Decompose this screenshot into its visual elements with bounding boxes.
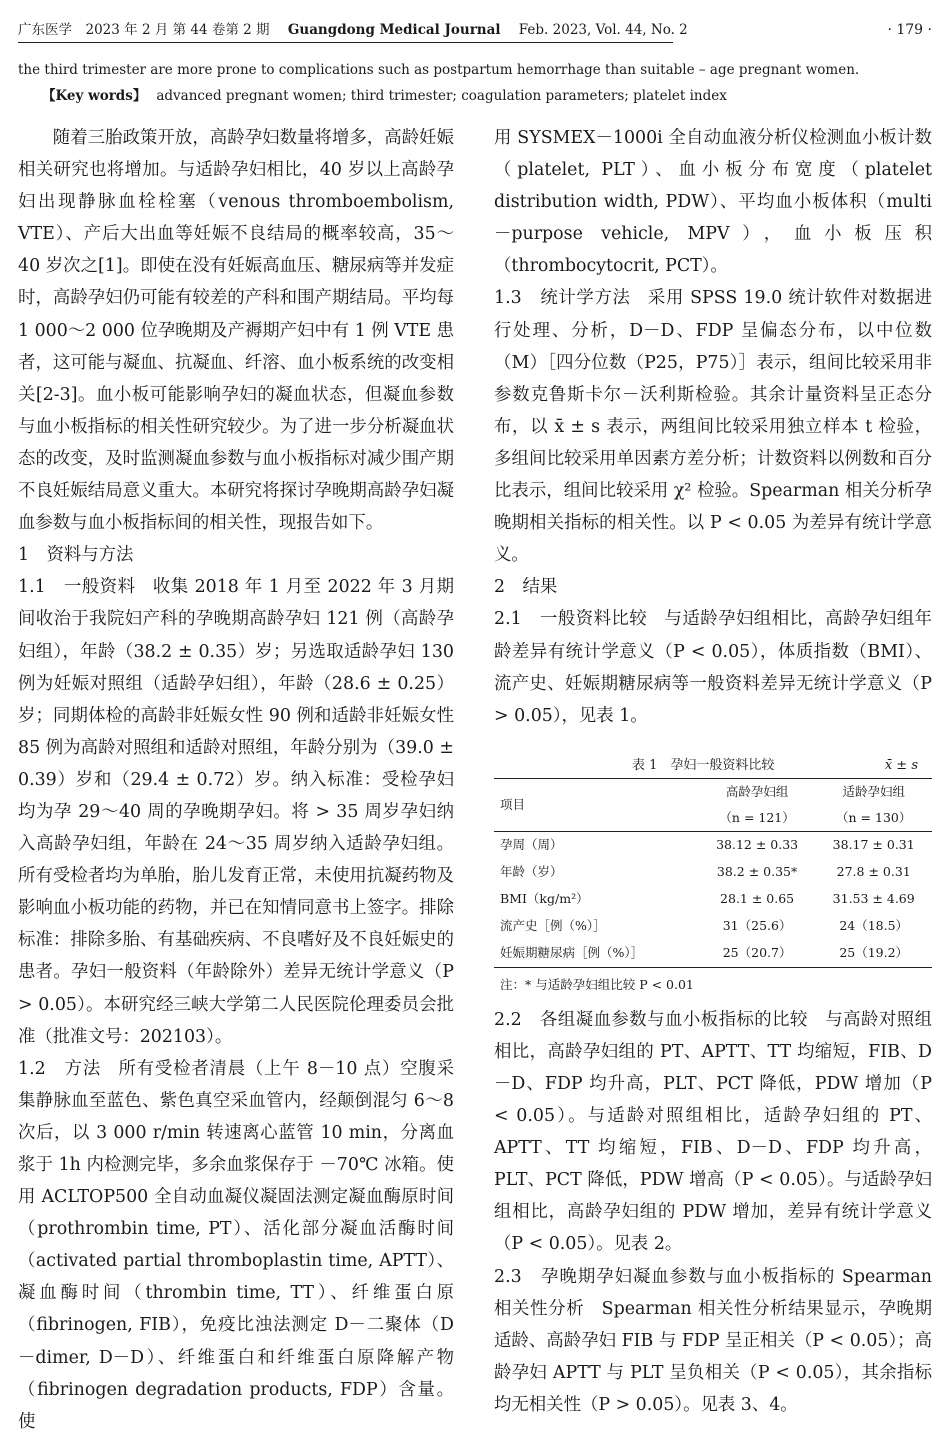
table-cell-suitable: 24（18.5） — [839, 918, 909, 934]
table-cell-label: BMI（kg/m²） — [500, 891, 589, 907]
section-1-title: 1 资料与方法 — [18, 545, 134, 566]
page-number: · 179 · — [887, 22, 932, 38]
section-2-3-body: Spearman 相关性分析结果显示，孕晚期适龄、高龄孕妇 FIB 与 FDP 呈正相关（P < 0.05）；高龄孕妇 APTT 与 PLT 呈负相关（P < 0.05），其余指标均无相关性（P > 0.05）。见表 3、4。 — [494, 1298, 932, 1415]
table-cell-suitable: 31.53 ± 4.69 — [832, 891, 915, 907]
section-2-3-heading: 2.3 孕晚期孕妇凝血参数与血小板指标的 Spearman 相关性分析 — [494, 1266, 932, 1319]
table-cell-advanced: 38.2 ± 0.35* — [716, 864, 798, 880]
keywords-text: advanced pregnant women; third trimester; coagulation parameters; platelet index — [156, 88, 727, 104]
section-2-1-heading: 2.1 一般资料比较 — [494, 609, 648, 630]
table-1-header-advanced: 高龄孕妇组 — [699, 778, 816, 805]
table-cell-label: 年龄（岁） — [500, 864, 563, 880]
section-1-1-heading: 1.1 一般资料 — [18, 577, 136, 598]
section-1-2 — [18, 1053, 454, 1438]
table-row — [494, 859, 932, 886]
section-2-1 — [494, 603, 932, 731]
journal-name: Guangdong Medical Journal — [287, 22, 501, 38]
section-2-title: 2 结果 — [494, 577, 558, 598]
section-1-3-body: 采用 SPSS 19.0 统计软件对数据进行处理、分析，D－D、FDP 呈偏态分布，以中位数（M）［四分位数（P25，P75）］表示，组间比较采用非参数克鲁斯卡尔－沃利斯检验。其余计量资料呈正态分布，以 x̄ ± s 表示，两组间比较采用独立样本 t 检验，多组间比较采用单因素方差分析；计数资料以例数和百分比表示，组间比较采用 χ² 检验。Spearman 相关分析孕晚期相关指标的相关性。以 P < 0.05 为差异有统计学意义。 — [494, 288, 932, 566]
table-cell-advanced: 25（20.7） — [699, 940, 816, 968]
running-head-line — [18, 18, 688, 43]
section-1-3-heading: 1.3 统计学方法 — [494, 288, 631, 309]
left-column — [18, 122, 454, 1438]
section-1-3 — [494, 282, 932, 571]
keywords-label: 【Key words】 — [42, 88, 147, 104]
table-1-header-suitable: 适龄孕妇组 — [815, 778, 932, 805]
table-cell-label: 妊娠期糖尿病［例（%）］ — [494, 940, 699, 968]
table-1-note: 注：* 与适龄孕妇组比较 P < 0.01 — [500, 976, 694, 992]
section-1-1 — [18, 571, 454, 1052]
keywords-line — [42, 86, 727, 106]
table-cell-advanced: 31（25.6） — [722, 918, 792, 934]
section-2-2-heading: 2.2 各组凝血参数与血小板指标的比较 — [494, 1009, 808, 1030]
intro-paragraph: 随着三胎政策开放，高龄孕妇数量将增多，高龄妊娠相关研究也将增加。与适龄孕妇相比，40 岁以上高龄孕妇出现静脉血栓栓塞（venous thromboembolism, VTE）、产后大出血等妊娠不良结局的概率较高，35～40 岁次之[1]。即使在没有妊娠高血压、糖尿病等并发症时，高龄孕妇仍可能有较差的产科和围产期结局。平均每 1 000～2 000 位孕晚期及产褥期产妇中有 1 例 VTE 患者，这可能与凝血、抗凝血、纤溶、血小板系统的改变相关[2-3]。血小板可能影响孕妇的凝血状态，但凝血参数与血小板指标的相关性研究较少。为了进一步分析凝血状态的改变，及时监测凝血参数与血小板指标对减少围产期不良妊娠结局意义重大。本研究将探讨孕晚期高龄孕妇凝血参数与血小板指标间的相关性，现报告如下。 — [18, 128, 454, 534]
table-1-caption-row — [494, 746, 932, 772]
section-1-2-body: 所有受检者清晨（上午 8－10 点）空腹采集静脉血至蓝色、紫色真空采血管内，经颠倒混匀 6～8 次后，以 3 000 r/min 转速离心蓝管 10 min，分离血浆于 1h 内检测完毕，多余血浆保存于 －70℃ 冰箱。使用 ACLTOP500 全自动血凝仪凝固法测定凝血酶原时间（prothrombin time, PT）、活化部分凝血活酶时间（activated partial thromboplastin time, APTT）、凝血酶时间（thrombin time, TT）、纤维蛋白原（fibrinogen, FIB），免疫比浊法测定 D－二聚体（D－dimer, D－D）、纤维蛋白和纤维蛋白原降解产物（fibrinogen degradation products, FDP）含量。使 — [18, 1058, 454, 1432]
abstract-tail: the third trimester are more prone to complications such as postpartum hemorrhage than suitable – age pregnant women. — [18, 62, 860, 78]
section-2-2-body: 与高龄对照组相比，高龄孕妇组的 PT、APTT、TT 均缩短，FIB、D－D、FDP 均升高，PLT、PCT 降低，PDW 增加（P < 0.05）。与适龄对照组相比，适龄孕妇组的 PT、APTT、TT 均缩短，FIB、D－D、FDP 均升高，PLT、PCT 降低，PDW 增高（P < 0.05）。与适龄孕妇组相比，高龄孕妇组的 PDW 增加，差异有统计学意义（P < 0.05）。见表 2。 — [494, 1009, 932, 1255]
table-cell-suitable: 38.17 ± 0.31 — [832, 837, 915, 853]
table-1-header-advanced-n: （n = 121） — [699, 805, 816, 832]
table-cell-label: 流产史［例（%）］ — [500, 918, 606, 934]
table-row — [494, 831, 932, 859]
table-row — [494, 913, 932, 940]
table-row — [494, 886, 932, 913]
section-1-2-heading: 1.2 方法 — [18, 1058, 102, 1079]
table-1-caption: 表 1 孕妇一般资料比较 — [632, 757, 775, 773]
section-1-1-body: 收集 2018 年 1 月至 2022 年 3 月期间收治于我院妇产科的孕晚期高龄孕妇 121 例（高龄孕妇组），年龄（38.2 ± 0.35）岁；另选取适龄孕妇 130 例为妊娠对照组（适龄孕妇组），年龄（28.6 ± 0.25）岁；同期体检的高龄非妊娠女性 90 例和适龄非妊娠女性 85 例为高龄对照组和适龄对照组，年龄分别为（39.0 ± 0.39）岁和（29.4 ± 0.72）岁。纳入标准：受检孕妇均为孕 29～40 周的孕晚期孕妇。将 > 35 周岁孕妇纳入高龄孕妇组，年龄在 24～35 周岁纳入适龄孕妇组。所有受检者均为单胎，胎儿发育正常，未使用抗凝药物及影响血小板功能的药物，并已在知情同意书上签字。排除标准：排除多胎、有基础疾病、不良嗜好及不良妊娠史的患者。孕妇一般资料（年龄除外）差异无统计学意义（P > 0.05）。本研究经三峡大学第二人民医院伦理委员会批准（批准文号：202103）。 — [18, 577, 454, 1047]
section-1-2-continued: 用 SYSMEX－1000i 全自动血液分析仪检测血小板计数（platelet, PLT）、血小板分布宽度（platelet distribution width, PDW）、平均血小板体积（multi－purpose vehicle, MPV），血小板压积（thrombocytocrit, PCT）。 — [494, 128, 932, 277]
section-2-3 — [494, 1261, 932, 1421]
section-2-1-body: 与适龄孕妇组相比，高龄孕妇组年龄差异有统计学意义（P < 0.05），体质指数（BMI）、流产史、妊娠期糖尿病等一般资料差异无统计学意义（P > 0.05），见表 1。 — [494, 609, 932, 726]
table-cell-advanced: 28.1 ± 0.65 — [720, 891, 795, 907]
table-cell-suitable: 25（19.2） — [815, 940, 932, 968]
table-1-header-suitable-n: （n = 130） — [815, 805, 932, 832]
issue-info: Feb. 2023, Vol. 44, No. 2 — [518, 22, 688, 38]
table-row — [494, 940, 932, 968]
right-column — [494, 122, 932, 1421]
table-cell-label: 孕周（周） — [500, 837, 563, 853]
running-header — [18, 14, 932, 44]
running-head-chinese: 广东医学 2023 年 2 月 第 44 卷第 2 期 — [18, 22, 270, 38]
table-cell-suitable: 27.8 ± 0.31 — [836, 864, 911, 880]
table-1-unit: x̄ ± s — [884, 757, 918, 773]
section-2-2 — [494, 1004, 932, 1261]
table-1 — [494, 778, 932, 968]
table-cell-advanced: 38.12 ± 0.33 — [716, 837, 799, 853]
table-1-header-item: 项目 — [494, 778, 699, 831]
